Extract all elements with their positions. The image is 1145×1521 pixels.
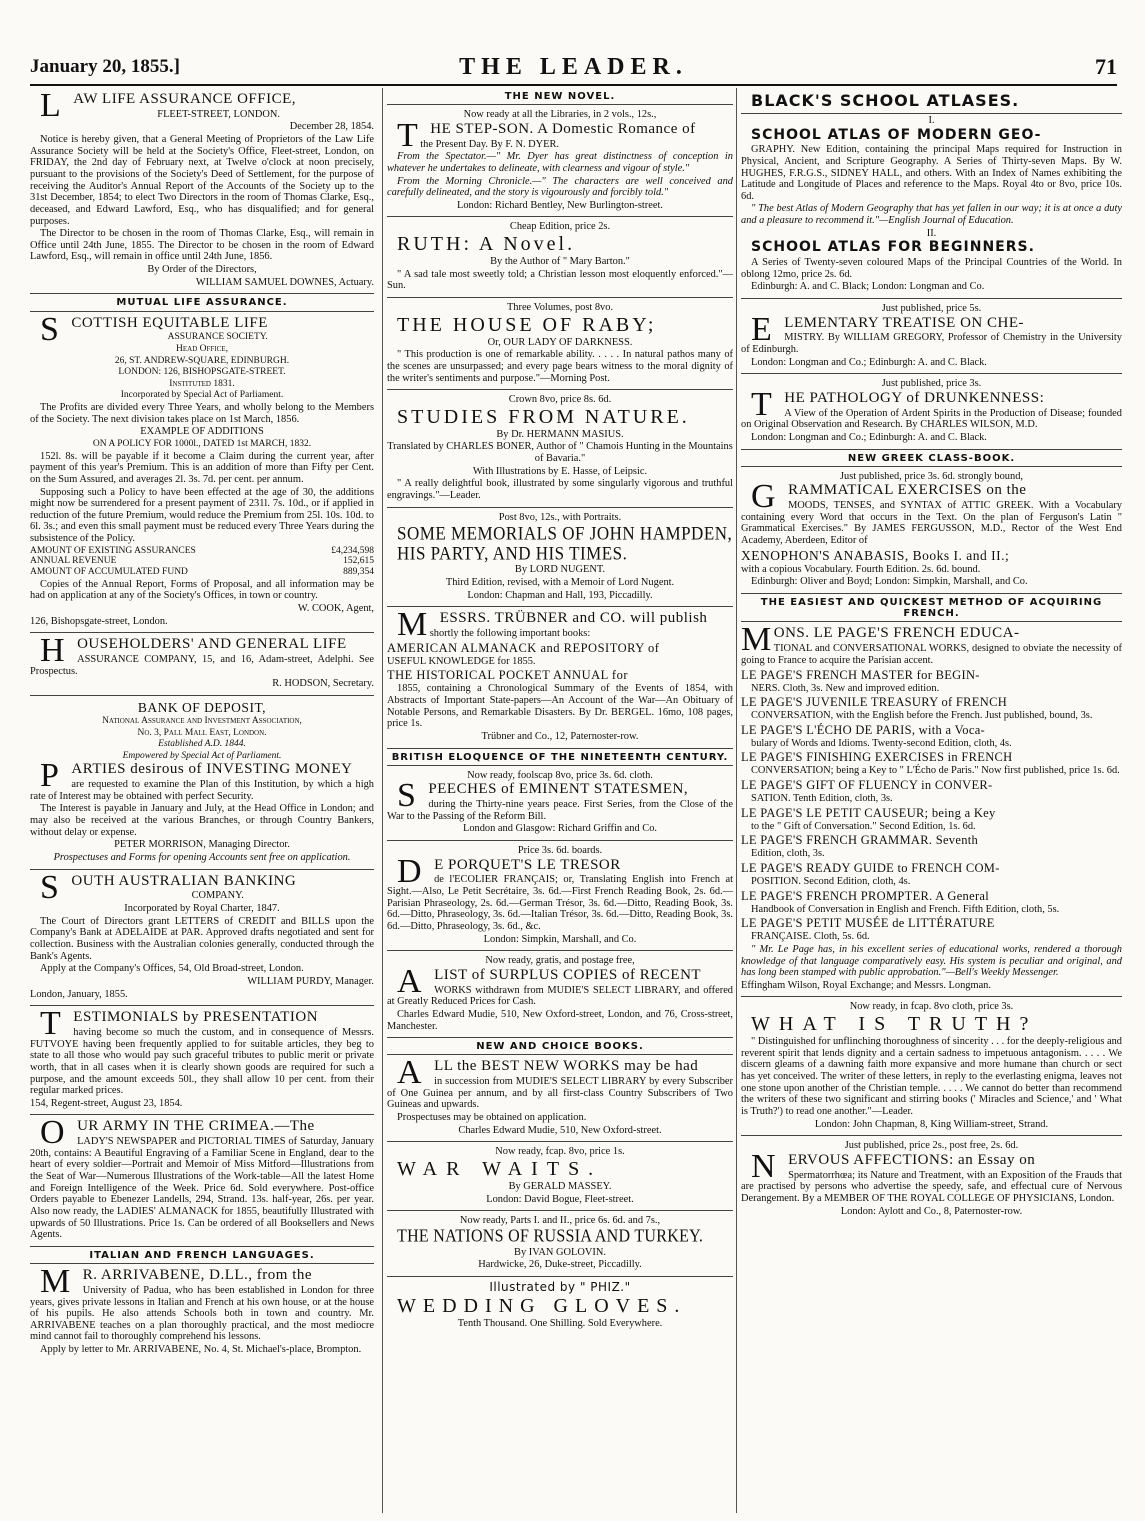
ad-heading: ELEMENTARY TREATISE ON CHE-: [751, 310, 1024, 348]
ad-line: No. 3, Pall Mall East, London.: [137, 727, 267, 738]
ad-householders: [30, 633, 374, 696]
ad-publisher: Charles Edward Mudie, 510, New Oxford-street.: [458, 1124, 662, 1136]
ad-paragraph: Prospectuses may be obtained on application.: [397, 1112, 587, 1124]
item-detail: NERS. Cloth, 3s. New and improved edition.: [751, 682, 940, 694]
list-item: [741, 916, 1122, 943]
ad-heading: ALL the BEST NEW WORKS may be had: [397, 1054, 699, 1092]
ad-heading: BLACK'S SCHOOL ATLASES.: [741, 92, 1122, 114]
item-detail: Edition, cloth, 3s.: [751, 848, 825, 860]
ad-publisher: London: Aylott and Co., 8, Paternoster-row.: [840, 1205, 1023, 1217]
item-title: LE PAGE'S FRENCH GRAMMAR. Seventh: [741, 833, 979, 848]
newspaper-title: THE LEADER.: [459, 54, 688, 80]
ad-heading: THE STEP-SON. A Domestic Romance of: [397, 116, 696, 154]
ad-title: THE HOUSE OF RABY;: [397, 313, 657, 336]
ad-title: XENOPHON'S ANABASIS, Books I. and II.;: [741, 547, 1010, 563]
column-3: [736, 88, 1122, 1513]
ad-heading: GRAMMATICAL EXERCISES on the: [751, 478, 1027, 516]
ad-line: 26, ST. ANDREW-SQUARE, EDINBURGH.: [114, 355, 290, 366]
ad-intro: Now ready, Parts I. and II., price 6s. 6d. and 7s.,: [459, 1215, 661, 1227]
ad-scottish-equitable: [30, 312, 374, 634]
ad-line: Third Edition, revised, with a Memoir of Lord Nugent.: [445, 577, 675, 589]
ad-intro: Just published, price 2s., post free, 2s. 6d.: [844, 1140, 1019, 1152]
ad-line: ON A POLICY FOR 1000l., DATED 1st MARCH, 1832.: [92, 438, 312, 449]
item-detail: bulary of Words and Idioms. Twenty-second Edition, cloth, 4s.: [751, 737, 1012, 749]
item-title: LE PAGE'S JUVENILE TREASURY of FRENCH: [741, 695, 1008, 710]
ad-intro: Illustrated by " PHIZ.": [489, 1280, 631, 1295]
section-heading: ITALIAN AND FRENCH LANGUAGES.: [30, 1247, 374, 1264]
ad-title: WEDDING GLOVES.: [397, 1294, 687, 1317]
ad-intro: Post 8vo, 12s., with Portraits.: [498, 511, 622, 523]
ad-heading: ALIST of SURPLUS COPIES of RECENT: [397, 962, 702, 1000]
ad-heading: LAW LIFE ASSURANCE OFFICE,: [40, 88, 297, 124]
ad-publisher: Hardwicke, 26, Duke-street, Piccadilly.: [478, 1259, 642, 1271]
ad-intro: Just published, price 3s.: [881, 378, 982, 390]
ad-signature: WILLIAM SAMUEL DOWNES, Actuary.: [195, 276, 374, 288]
ad-intro: Just published, price 3s. 6d. strongly bound,: [840, 470, 1023, 482]
list-item: [741, 806, 1122, 833]
ad-paragraph: ASSURANCE COMPANY, 15, and 16, Adam-street, Adelphi. See Prospectus.: [30, 653, 374, 677]
ad-hampden: [387, 508, 733, 608]
ad-war-waits: [387, 1142, 733, 1211]
section-heading: MUTUAL LIFE ASSURANCE.: [30, 294, 374, 311]
item-title: LE PAGE'S FRENCH PROMPTER. A General: [741, 888, 990, 903]
ad-heading: MR. ARRIVABENE, D.LL., from the: [40, 1263, 313, 1301]
ad-review: From the Morning Chronicle.—" The characters are well conceived and carefully delineated, and the story is vigourously and forcibly told.": [387, 175, 733, 199]
ad-subtitle: Or, OUR LADY OF DARKNESS.: [487, 336, 633, 348]
ad-byline: By IVAN GOLOVIN.: [514, 1246, 606, 1258]
ad-line: with a copious Vocabulary. Fourth Edition. 2s. 6d. bound.: [741, 563, 981, 575]
ad-heading: MONS. LE PAGE'S FRENCH EDUCA-: [741, 621, 1020, 659]
ad-publisher: Effingham Wilson, Royal Exchange; and Messrs. Longman.: [741, 979, 991, 991]
ad-south-australian: [30, 870, 374, 1007]
ad-house-of-raby: [387, 298, 733, 390]
ad-surplus-copies: [387, 951, 733, 1038]
ad-title: THE HISTORICAL POCKET ANNUAL for: [387, 668, 628, 683]
ad-address: 154, Regent-street, August 23, 1854.: [30, 1097, 183, 1109]
ad-title: RUTH: A Novel.: [397, 233, 576, 256]
row-label: AMOUNT OF EXISTING ASSURANCES: [30, 545, 196, 556]
ad-review: " A really delightful book, illustrated by some singularly vigorous and truthful engravings."—Leader.: [387, 478, 733, 502]
row-value: 889,354: [343, 566, 374, 577]
ad-publisher: London and Glasgow: Richard Griffin and Co.: [462, 823, 658, 835]
table-row: [30, 546, 374, 557]
list-item: [741, 889, 1122, 916]
ad-best-new-works: [387, 1055, 733, 1142]
ad-review: From the Spectator.—" Mr. Dyer has great distinctness of conception in whatever he undertakes to delineate, with clearness and vigour of style.": [387, 151, 733, 174]
ad-byline: By Dr. HERMANN MASIUS.: [496, 428, 624, 440]
page-number: 71: [1095, 54, 1117, 79]
masthead: [30, 54, 1117, 86]
ad-line: Head Office,: [176, 343, 228, 354]
ad-law-life: [30, 88, 374, 294]
item-detail: Handbook of Conversation in English and French. Fifth Edition, cloth, 5s.: [751, 903, 1060, 915]
ad-line: Translated by CHARLES BONER, Author of " Chamois Hunting in the Mountains of Bavaria.": [387, 441, 733, 465]
ad-paragraph: Apply at the Company's Offices, 54, Old Broad-street, London.: [40, 963, 304, 975]
list-item: [741, 861, 1122, 888]
ad-publisher: London: Longman and Co.; Edinburgh: A. and C. Black.: [751, 431, 987, 443]
ad-heading: SPEECHES of EMINENT STATESMEN,: [397, 777, 689, 815]
ad-paragraph: Supposing such a Policy to have been effected at the age of 30, the additions might now be surrendered for a present payment of 231l. 7s. 10d., or if applied in reduction of the future Premium, would reduce the Premium from 25l. 10s. 10d. to 6l. 3s.; and even this small payment must be reduced every Three Years during the subsistence of the Policy.: [30, 486, 374, 545]
ad-heading: BANK OF DEPOSIT,: [137, 699, 267, 715]
item-detail: FRANÇAISE. Cloth, 5s. 6d.: [751, 931, 870, 943]
ad-paragraph: having become so much the custom, and in consequence of Messrs. FUTVOYE having been frequently applied to for suitable articles, they beg to state to all those who would pay such graceful tributes to public merit or private worth, that in all cases when it is clearly shown goods are required for such a purpose, and the amount exceeds 50l., they shall allow 10 per cent. from their regular marked prices.: [30, 1026, 374, 1097]
item-title: LE PAGE'S READY GUIDE to FRENCH COM-: [741, 860, 1000, 875]
ad-line: USEFUL KNOWLEDGE for 1855.: [387, 655, 536, 667]
ad-intro: Now ready, foolscap 8vo, price 3s. 6d. cloth.: [467, 769, 653, 781]
section-heading: THE NEW NOVEL.: [387, 88, 733, 105]
ad-heading: HOUSEHOLDERS' AND GENERAL LIFE: [40, 632, 347, 670]
ad-intro: Crown 8vo, price 8s. 6d.: [508, 394, 612, 406]
ad-chemistry: [741, 299, 1122, 374]
section-heading: BRITISH ELOQUENCE OF THE NINETEENTH CENTURY.: [387, 749, 733, 766]
item-detail: to the " Gift of Conversation." Second Edition, 1s. 6d.: [751, 820, 976, 832]
ad-intro: Price 3s. 6d. boards.: [517, 845, 603, 857]
section-heading: NEW AND CHOICE BOOKS.: [387, 1038, 733, 1055]
ad-intro: Now ready, in fcap. 8vo cloth, price 3s.: [849, 1001, 1014, 1013]
ad-studies-from-nature: [387, 390, 733, 507]
ad-intro: Three Volumes, post 8vo.: [506, 301, 614, 313]
ad-title: STUDIES FROM NATURE.: [397, 405, 690, 428]
ad-paragraph: 1855, containing a Chronological Summary of the Events of 1854, with Abstracts of Important State-papers—An Account of the War—An Obituary of Notable Persons, and Remarkable Disasters. By Dr. BERGEL. 16mo, 108 pages, price 1s.: [387, 683, 733, 730]
ad-date: London, January, 1855.: [30, 988, 128, 1000]
ad-subheading: PARTIES desirous of INVESTING MONEY: [40, 757, 353, 795]
ad-heading: THE PATHOLOGY of DRUNKENNESS:: [751, 385, 1045, 423]
ad-wedding-gloves: [387, 1277, 733, 1334]
item-detail: POSITION. Second Edition, cloth, 4s.: [751, 875, 911, 887]
list-item: [741, 833, 1122, 860]
ad-line: EXAMPLE OF ADDITIONS: [140, 426, 264, 438]
ad-subheading: shortly the following important books:: [429, 628, 591, 640]
ad-heading: DE PORQUET'S LE TRESOR: [397, 852, 621, 890]
ad-publisher: London: Simpkin, Marshall, and Co.: [483, 933, 637, 945]
ad-paragraph: The Interest is payable in January and July, at the Head Office in London; and may also be received at the various Branches, or through Country Bankers, without delay or expense.: [30, 803, 374, 838]
list-item: [741, 750, 1122, 777]
ad-blacks-atlases: [741, 88, 1122, 299]
ad-date: December 28, 1854.: [289, 121, 374, 133]
ad-review: " A sad tale most sweetly told; a Christian lesson most eloquently enforced."—Sun.: [387, 268, 733, 292]
ad-paragraph: MOODS, TENSES, and SYNTAX of ATTIC GREEK. With a Vocabulary containing every Word that occurs in the Text. On the plan of Ferguson's Latin " Grammatical Exercises." By JAMES FERGUSSON, M.D., Rector of the West End Academy, Aberdeen, Editor of: [741, 500, 1122, 547]
ad-review: " Mr. Le Page has, in his excellent series of educational works, rendered a thorough knowledge of that language comparatively easy. His system is peculiar and original, and has long been stamped with public approbation."—Bell's Weekly Messenger.: [741, 943, 1122, 979]
ad-paragraph: are requested to examine the Plan of this Institution, by which a high rate of Interest may be obtained with perfect Security.: [30, 779, 374, 802]
ad-signature: WILLIAM PURDY, Manager.: [247, 975, 374, 987]
ad-title: THE NATIONS OF RUSSIA AND TURKEY.: [397, 1227, 704, 1246]
ad-paragraph: A Series of Twenty-seven coloured Maps of the Principal Countries of the World. In oblong 12mo, price 2s. 6d.: [741, 257, 1122, 280]
ad-paragraph: WORKS withdrawn from MUDIE'S SELECT LIBRARY, and offered at Greatly Reduced Prices for Cash.: [387, 984, 733, 1008]
ad-testimonials: [30, 1006, 374, 1115]
ad-paragraph: in succession from MUDIE'S SELECT LIBRARY by every Subscriber of One Guinea per annum, and by all first-class Country Subscribers of Two Guineas and upwards.: [387, 1076, 733, 1111]
item-title: LE PAGE'S GIFT OF FLUENCY in CONVER-: [741, 778, 993, 793]
ad-footer: Tenth Thousand. One Shilling. Sold Everywhere.: [457, 1317, 663, 1329]
ad-publisher: Trübner and Co., 12, Paternoster-row.: [481, 730, 639, 742]
ad-paragraph: Spermatorrhœa; its Nature and Treatment, with an Exposition of the Frauds that are practised by persons who advertise the speedy, safe, and effectual cure of Nervous Derangement. By a MEMBER OF THE ROYAL COLLEGE OF PHYSICIANS, London.: [741, 1169, 1122, 1204]
ad-nervous-affections: [741, 1136, 1122, 1222]
ad-heading: SCOTTISH EQUITABLE LIFE: [40, 310, 268, 348]
ad-speeches: [387, 766, 733, 841]
ad-review: " The best Atlas of Modern Geography that has yet fallen in our way; it is at once a duty and a pleasure to recommend it."—English Journal of Education.: [741, 203, 1122, 227]
ad-arrivabene: [30, 1264, 374, 1361]
item-title: LE PAGE'S LE PETIT CAUSEUR; being a Key: [741, 805, 996, 820]
ad-army-crimea: [30, 1115, 374, 1247]
ad-what-is-truth: [741, 997, 1122, 1136]
column-2: [382, 88, 733, 1513]
ad-publisher: Edinburgh: A. and C. Black; London: Longman and Co.: [751, 281, 985, 293]
ad-paragraph: MISTRY. By WILLIAM GREGORY, Professor of Chemistry in the University of Edinburgh.: [741, 332, 1122, 355]
section-heading: NEW GREEK CLASS-BOOK.: [741, 450, 1122, 467]
ad-paragraph: University of Padua, who has been established in London for three years, gives private lessons in Italian and French at his own house, or at the house of his pupils. He also attends Schools both in town and country. Mr. ARRIVABENE teaches on a plan thoroughly practical, and the most mediocre mind cannot fail to thoroughly comprehend his lessons.: [30, 1284, 374, 1343]
ad-title: SCHOOL ATLAS OF MODERN GEO-: [751, 126, 1042, 143]
ad-publisher: Edinburgh: Oliver and Boyd; London: Simpkin, Marshall, and Co.: [751, 576, 1028, 588]
item-title: LE PAGE'S PETIT MUSÉE de LITTÉRATURE: [741, 916, 995, 931]
ad-greek-exercises: [741, 467, 1122, 594]
ad-review: " Distinguished for unflinching thoroughness of sincerity . . . for the deeply-religious and reverent spirit that lends dignity and a certain sadness to impetuous antagonism. . . . . We discern gleams of a dawning faith more expansive and more humane than church or sect has yet conceived. The writer of these letters, in reply to the everlasting enigma, leaves not one stone upon another of the Christian temple. . . . . We cannot do better than recommend the writers of these two significant and stirring books (' Miracles and Science,' and ' What is Truth?') to read one another."—Leader.: [741, 1036, 1122, 1117]
ad-title: AMERICAN ALMANACK and REPOSITORY of: [387, 640, 660, 655]
ad-tresor: [387, 841, 733, 951]
list-item: [741, 668, 1122, 695]
list-item: [741, 723, 1122, 750]
ad-title: WAR WAITS.: [397, 1158, 603, 1180]
ad-heading: TESTIMONIALS by PRESENTATION: [40, 1005, 319, 1043]
ad-publisher: London: Chapman and Hall, 193, Piccadilly.: [467, 589, 653, 601]
ad-le-page: [741, 622, 1122, 997]
ad-paragraph: A View of the Operation of Ardent Spirits in the Production of Disease; founded on Original Observation and Research. By CHARLES WILSON, M.D.: [741, 407, 1122, 431]
ad-signature: R. HODSON, Secretary.: [272, 678, 374, 690]
ad-line: Incorporated by Royal Charter, 1847.: [124, 903, 280, 915]
ad-heading: MESSRS. TRÜBNER and CO. will publish: [397, 606, 708, 644]
ad-nations: [387, 1211, 733, 1277]
row-label: ANNUAL REVENUE: [30, 556, 117, 567]
ad-subheading: ASSURANCE SOCIETY.: [167, 332, 268, 343]
ad-subheading: the Present Day. By F. N. DYER.: [420, 138, 560, 150]
ad-address: 126, Bishopsgate-street, London.: [30, 615, 168, 627]
row-label: AMOUNT OF ACCUMULATED FUND: [30, 566, 188, 577]
ad-publisher: London: Longman and Co.; Edinburgh: A. and C. Black.: [751, 356, 987, 368]
table-row: [30, 556, 374, 567]
ad-review: " This production is one of remarkable ability. . . . . In natural pathos many of the scenes are unsurpassed; and every page bears witness to the moral dignity of the writer's sentiments and purpose."—Morning Post.: [387, 349, 733, 384]
figures-table: [30, 546, 374, 578]
ad-byline: By the Author of " Mary Barton.": [490, 256, 630, 268]
ad-paragraph: Apply by letter to Mr. ARRIVABENE, No. 4, St. Michael's-place, Brompton.: [40, 1344, 362, 1356]
ad-intro: Now ready, fcap. 8vo, price 1s.: [495, 1146, 625, 1158]
ad-line: By Order of the Directors,: [147, 264, 257, 276]
ad-subheading: COMPANY.: [191, 890, 244, 902]
issue-date: January 20, 1855.]: [30, 56, 180, 77]
ad-line: LONDON: 126, BISHOPSGATE-STREET.: [118, 367, 286, 378]
ad-signature: W. COOK, Agent,: [297, 602, 374, 614]
ad-ruth: [387, 217, 733, 298]
ad-step-son: [387, 105, 733, 217]
section-heading: THE EASIEST AND QUICKEST METHOD OF ACQUIRING FRENCH.: [741, 594, 1122, 622]
item-detail: CONVERSATION, with the English before the French. Just published, bound, 3s.: [751, 710, 1093, 722]
ad-paragraph: The Profits are divided every Three Years, and wholly belong to the Members of the Society. The next division takes place on 1st March, 1856.: [30, 402, 374, 425]
ad-heading: NERVOUS AFFECTIONS: an Essay on: [751, 1147, 1036, 1185]
ad-byline: By GERALD MASSEY.: [508, 1181, 612, 1192]
ad-title: SOME MEMORIALS OF JOHN HAMPDEN,: [397, 523, 733, 545]
ad-line: With Illustrations by E. Hasse, of Leipsic.: [472, 465, 648, 477]
ad-paragraph: TIONAL and CONVERSATIONAL WORKS, designed to obviate the necessity of going to France to acquire the Parisian accent.: [741, 643, 1122, 666]
table-row: [30, 567, 374, 578]
ad-title: SCHOOL ATLAS FOR BEGINNERS.: [751, 239, 1035, 256]
ad-intro: Cheap Edition, price 2s.: [509, 221, 611, 233]
ad-intro: Now ready at all the Libraries, in 2 vols., 12s.,: [463, 109, 657, 121]
item-detail: CONVERSATION; being a Key to " L'Écho de Paris." Now first published, price 1s. 6d.: [751, 765, 1120, 777]
ad-paragraph: Notice is hereby given, that a General Meeting of Proprietors of the Law Life Assurance Society will be held at the Society's Office, Fleet-street, London, on FRIDAY, the 2nd day of February next, at Twelve o'clock at noon precisely, pursuant to the provisions of the Society's Deed of Settlement, for the purpose of receiving the Auditor's Annual Report of the Accounts of the Society up to the 31st December, 1854; to elect Two Directors in the room of Thomas Clarke, Esq., deceased, and Edward Lawford, Esq., who has disqualified; and for general purposes.: [30, 134, 374, 227]
ad-address: FLEET-STREET, LONDON.: [157, 108, 280, 120]
ad-line: Empowered by Special Act of Parliament.: [122, 750, 282, 761]
list-item: [741, 695, 1122, 722]
row-value: 152,615: [343, 556, 374, 567]
ad-line: Established A.D. 1844.: [158, 739, 246, 750]
ad-intro: Now ready, gratis, and postage free,: [485, 955, 635, 967]
ad-drunkenness: [741, 374, 1122, 449]
ad-paragraph: GRAPHY. New Edition, containing the principal Maps required for Instruction in Physical, Ancient, and Scripture Geography. A Series of Thirty-seven Maps. By W. HUGHES, F.R.G.S., SIDNEY HALL, and others. With an Index of Names exhibiting the Latitude and Longitude of Places and reference to the Maps. Royal 4to or 8vo, price 10s. 6d.: [741, 144, 1122, 202]
ad-publisher: London: Richard Bentley, New Burlington-street.: [457, 199, 663, 211]
ad-publisher: Charles Edward Mudie, 510, New Oxford-street, London, and 76, Cross-street, Manchester.: [387, 1008, 733, 1032]
ad-publisher: London: John Chapman, 8, King William-street, Strand.: [814, 1118, 1049, 1130]
ad-bank-of-deposit: [30, 696, 374, 870]
ad-paragraph: 152l. 8s. will be payable if it become a Claim during the current year, after payment of this year's Premium. This is an addition of more than Fifty per Cent. on the Sum Assured, and averages 2l. 3s. 7d. per cent. per annum.: [30, 450, 374, 485]
ad-heading: SOUTH AUSTRALIAN BANKING: [40, 868, 297, 906]
column-1: [30, 88, 374, 1513]
ad-heading: OUR ARMY IN THE CRIMEA.—The: [40, 1114, 315, 1152]
ad-trubner: [387, 607, 733, 748]
ad-publisher: London: David Bogue, Fleet-street.: [486, 1193, 634, 1205]
ad-number: II.: [926, 227, 937, 239]
item-title: LE PAGE'S L'ÉCHO DE PARIS, with a Voca-: [741, 722, 985, 737]
item-title: LE PAGE'S FINISHING EXERCISES in FRENCH: [741, 750, 1013, 765]
row-value: £4,234,598: [331, 545, 374, 556]
ad-line: Instituted 1831.: [169, 378, 235, 389]
item-title: LE PAGE'S FRENCH MASTER for BEGIN-: [741, 667, 980, 682]
ad-title: WHAT IS TRUTH?: [751, 1013, 1038, 1036]
ad-line: Incorporated by Special Act of Parliament.: [120, 390, 284, 401]
ad-paragraph: during the Thirty-nine years peace. First Series, from the Close of the War to the Passing of the Reform Bill.: [387, 799, 733, 822]
ad-title: HIS PARTY, AND HIS TIMES.: [397, 543, 628, 565]
ad-signature: PETER MORRISON, Managing Director.: [114, 839, 290, 851]
list-item: [741, 778, 1122, 805]
ad-note: Prospectuses and Forms for opening Accounts sent free on application.: [53, 852, 351, 864]
ad-intro: Just published, price 5s.: [881, 302, 982, 314]
ad-paragraph: Copies of the Annual Report, Forms of Proposal, and all information may be had on application at any of the Society's Offices, in town or country.: [30, 578, 374, 602]
ad-line: National Assurance and Investment Association,: [102, 715, 302, 726]
ad-paragraph: LADY'S NEWSPAPER and PICTORIAL TIMES of Saturday, January 20th, contains: A Beautiful Engraving of a Familiar Scene in England, dear to the heart of every soldier—Portrait and Memoir of Miss Mitford—Illustrations from the Seat of War—Numerous Illustrations of the Work-table—All the latest Home and Foreign Intelligence of the Week. Price 6d. Sold everywhere. Post-office Orders payable to Ebenezer Landells, 294, Strand. 13s. half-year, 26s. per year. Also now ready, the LADIES' ALMANACK for 1855, beautifully Illustrated with upwards of 50 Illustrations. Price 1s. Can be ordered of all Booksellers and News Agents.: [30, 1136, 374, 1241]
ad-paragraph: The Director to be chosen in the room of Thomas Clarke, Esq., will remain in Office until 24th June, 1855. The Director to be chosen in the room of Edward Lawford, Esq., will remain in office until 24th June, 1856.: [30, 228, 374, 263]
item-detail: SATION. Tenth Edition, cloth, 3s.: [751, 793, 893, 805]
ad-number: I.: [928, 114, 935, 126]
ad-paragraph: de l'ECOLIER FRANÇAIS; or, Translating English into French at Sight.—Also, Le Petit Secrétaire, 3s. 6d.—First French Reading Book, 2s. 6d.—Parisian Phraseology, 2s. 6d.—German Trésor, 3s. 6d.—Ditto, Reading Book, 3s. 6d.—Ditto, Phraseology, 3s. 6d.—Italian Trésor, 3s. 6d.—Ditto, Reading Book, 3s. 6d.—Ditto, Phraseology, 3s. 6d., &c.: [387, 874, 733, 932]
ad-byline: By LORD NUGENT.: [514, 564, 606, 576]
ad-paragraph: The Court of Directors grant LETTERS of CREDIT and BILLS upon the Company's Bank at ADELAIDE at PAR. Approved drafts negotiated and sent for collection. Business with the Australian colonies generally, conducted through the Bank's Agents.: [30, 915, 374, 962]
